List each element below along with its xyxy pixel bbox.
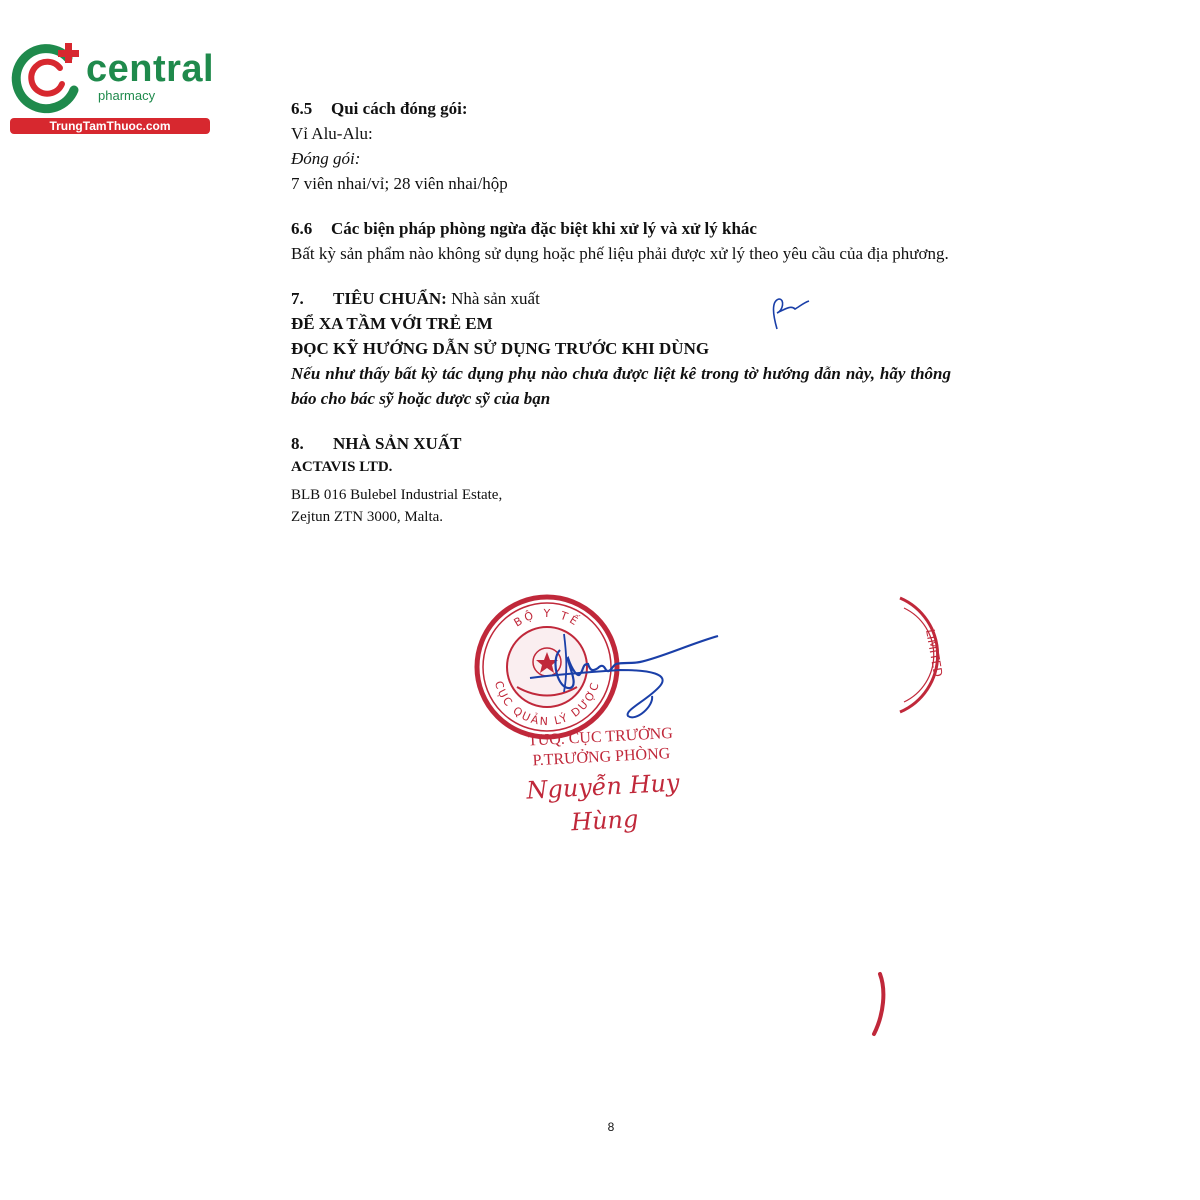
section-number: 8. <box>291 434 304 453</box>
partial-company-seal-icon <box>880 590 946 720</box>
standard-label: TIÊU CHUẨN: <box>333 289 447 308</box>
disposal-text: Bất kỳ sản phẩm nào không sử dụng hoặc phế liệu phải được xử lý theo yêu cầu của địa phương. <box>291 244 949 263</box>
director-signature-icon <box>520 630 730 725</box>
pharmacy-cross-icon <box>10 38 88 114</box>
section-title: NHÀ SẢN XUẤT <box>333 434 462 453</box>
section-6-6-heading <box>291 216 951 241</box>
standard-value: Nhà sản xuất <box>451 289 540 308</box>
logo-website: TrungTamThuoc.com <box>10 118 210 134</box>
warning-read-instructions: ĐỌC KỸ HƯỚNG DẪN SỬ DỤNG TRƯỚC KHI DÙNG <box>291 339 710 358</box>
red-pen-mark-icon <box>862 970 892 1040</box>
manufacturer-address-line1: BLB 016 Bulebel Industrial Estate, <box>291 487 503 503</box>
partial-seal-text: LIMITED <box>923 628 946 679</box>
manufacturer-address-line2: Zejtun ZTN 3000, Malta. <box>291 509 444 525</box>
signatory-name: Nguyễn Huy Hùng <box>525 768 681 837</box>
section-number: 6.5 <box>291 99 313 118</box>
document-body <box>291 96 951 528</box>
signatory-title-1: TUQ. CỤC TRƯỞNG <box>527 724 674 750</box>
side-effects-note: Nếu như thấy bất kỳ tác dụng phụ nào chưa được liệt kê trong tờ hướng dẫn này, hãy thông báo cho bác sỹ hoặc dược sỹ của bạn <box>291 364 951 408</box>
seal-bottom-text: CỤC QUẢN LÝ DƯỢC <box>491 679 603 729</box>
signatory-block <box>500 723 705 843</box>
seal-top-text: BỘ Y TẾ <box>511 606 583 630</box>
logo-brand: central <box>86 48 215 90</box>
section-6-5-heading <box>291 96 951 121</box>
page-number: 8 <box>607 1120 615 1134</box>
section-8-heading <box>291 431 951 456</box>
section-number: 7. <box>291 289 304 308</box>
packaging-quantity: 7 viên nhai/vỉ; 28 viên nhai/hộp <box>291 174 508 193</box>
central-pharmacy-logo <box>10 38 215 138</box>
manufacturer-name: ACTAVIS LTD. <box>291 459 393 475</box>
packaging-label: Đóng gói: <box>291 149 361 168</box>
logo-subtitle: pharmacy <box>98 88 156 103</box>
signatory-title-2: P.TRƯỞNG PHÒNG <box>532 745 671 770</box>
packaging-type: Vỉ Alu-Alu: <box>291 124 373 143</box>
section-title: Các biện pháp phòng ngừa đặc biệt khi xử lý và xử lý khác <box>331 219 757 238</box>
warning-children: ĐỂ XA TẦM VỚI TRẺ EM <box>291 314 493 333</box>
section-number: 6.6 <box>291 219 313 238</box>
initial-signature-icon <box>765 295 815 335</box>
section-7-heading <box>291 286 951 311</box>
section-title: Qui cách đóng gói: <box>331 99 468 118</box>
